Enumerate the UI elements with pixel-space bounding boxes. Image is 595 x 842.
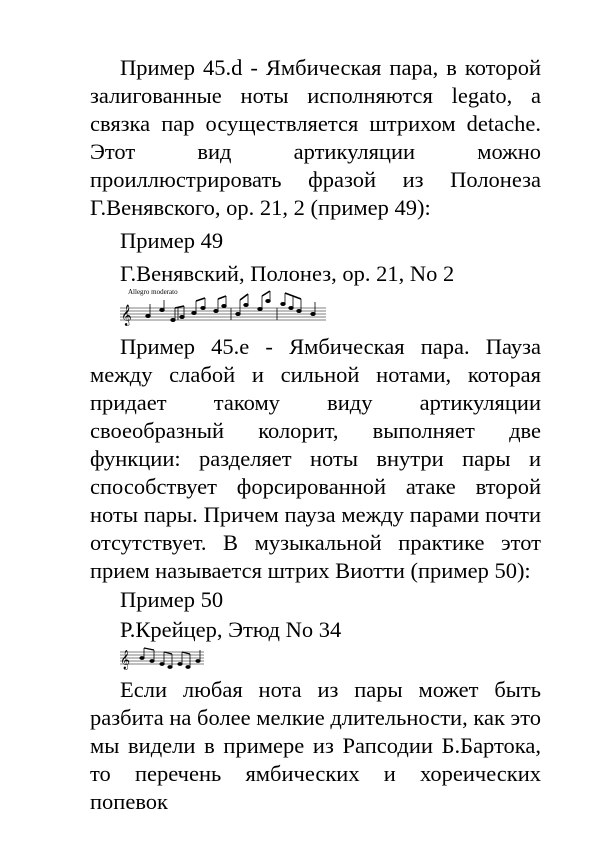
paragraph-1-line-4: Этот вид артикуляции можно — [90, 139, 541, 164]
paragraph-2-line-7: ноты пары. Причем пауза между парами почти — [90, 502, 541, 527]
paragraph-2-line-2: между слабой и сильной нотами, которая — [90, 362, 541, 387]
paragraph-2-line-1: Пример 45.e - Ямбическая пара. Пауза — [120, 334, 541, 359]
example-49-tempo: Allegro moderato — [128, 288, 178, 296]
paragraph-3-line-3: мы видели в примере из Рапсодии Б.Бартока, — [90, 733, 541, 758]
paragraph-2-line-8: отсутствует. В музыкальной практике этот — [90, 530, 541, 555]
example-49-music-staff — [118, 286, 328, 330]
paragraph-1-line-6: Г.Венявского, ор. 21, 2 (пример 49): — [90, 195, 431, 220]
example-49-source: Г.Венявский, Полонез, ор. 21, No 2 — [120, 261, 455, 286]
paragraph-2-line-3: придает такому виду артикуляции — [90, 390, 541, 415]
paragraph-3-line-1: Если любая нота из пары может быть — [120, 677, 541, 702]
example-50-music-staff — [118, 644, 206, 674]
paragraph-2-line-9: прием называется штрих Виотти (пример 50): — [90, 558, 531, 583]
paragraph-1-line-2: залигованные ноты исполняются legato, а — [90, 83, 541, 108]
paragraph-1-line-1: Пример 45.d - Ямбическая пара, в которой — [120, 55, 541, 80]
paragraph-3-line-2: разбита на более мелкие длительности, как это — [90, 705, 541, 730]
treble-clef-icon: 𝄞 — [120, 650, 131, 670]
treble-clef-icon: 𝄞 — [121, 305, 132, 326]
paragraph-2-line-4: своеобразный колорит, выполняет две — [90, 418, 541, 443]
example-50-label: Пример 50 — [120, 587, 224, 612]
example-49-label: Пример 49 — [120, 228, 224, 253]
example-50-source: Р.Крейцер, Этюд No 34 — [120, 617, 342, 642]
paragraph-1-line-3: связка пар осуществляется штрихом detache. — [90, 111, 541, 136]
paragraph-2-line-5: функции: разделяет ноты внутри пары и — [90, 446, 541, 471]
paragraph-1-line-5: проиллюстрировать фразой из Полонеза — [90, 167, 541, 192]
paragraph-2-line-6: способствует форсированной атаке второй — [90, 474, 541, 499]
paragraph-3-line-4: то перечень ямбических и хореических попевок — [90, 761, 541, 814]
